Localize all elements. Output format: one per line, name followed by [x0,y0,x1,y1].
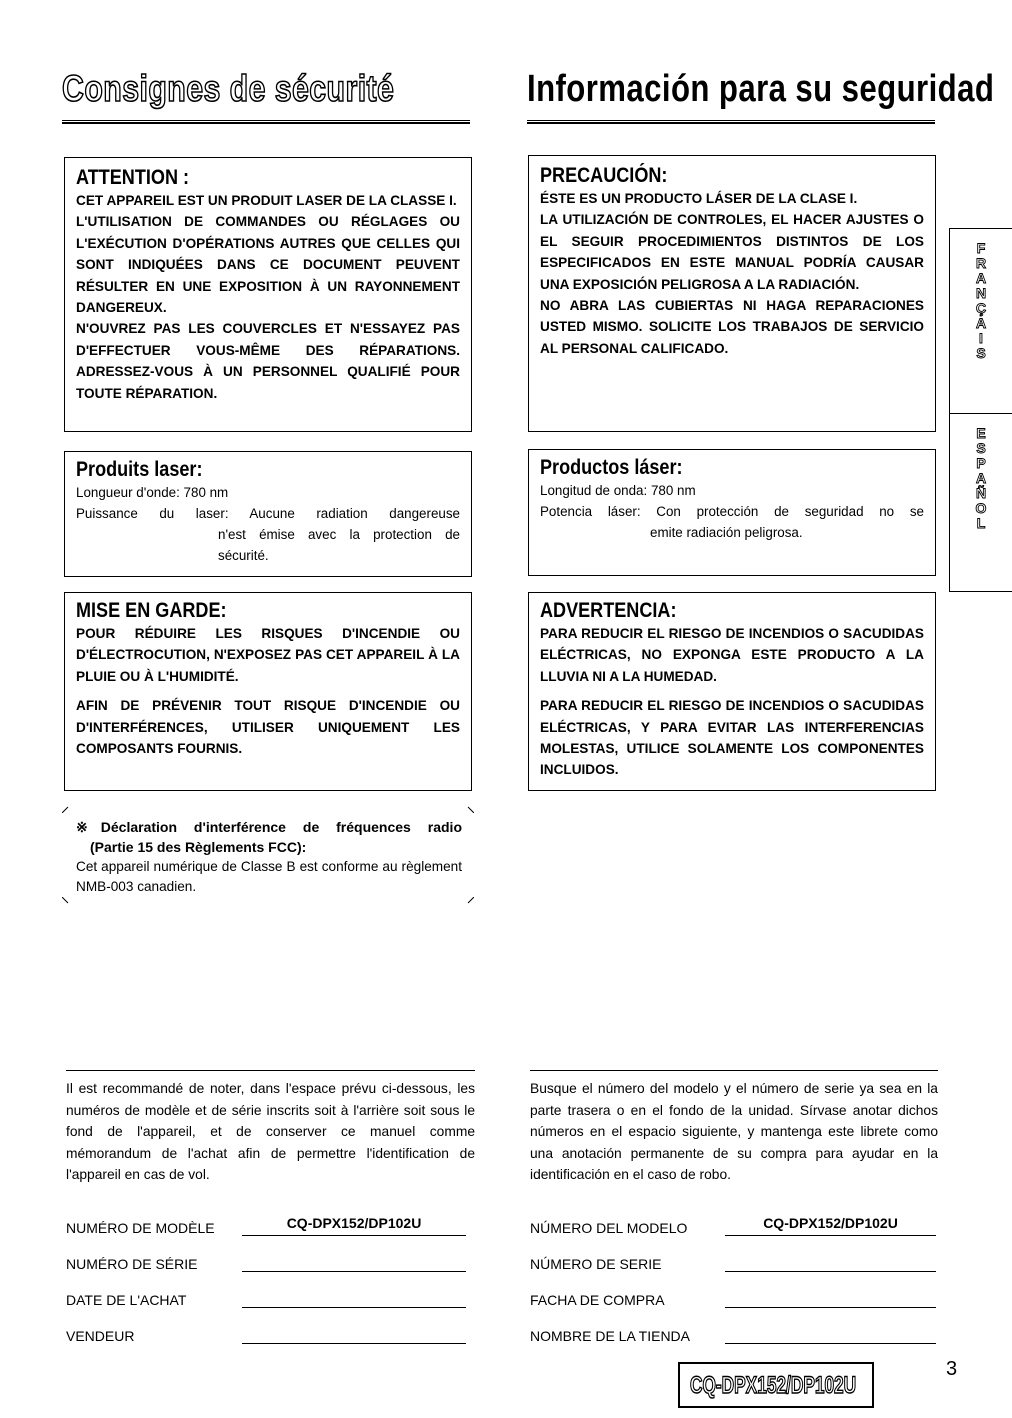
fr-page-title: Consignes de sécurité [62,68,395,109]
fr-record-rule [66,1070,475,1071]
fr-attention-box [64,157,472,432]
tab-espanol-letter: Ñ [975,485,987,501]
es-laser-heading: Productos láser: [540,456,683,479]
fr-fcc-title-2: (Partie 15 des Règlements FCC): [90,839,307,855]
fr-title-rule [62,120,470,124]
tab-francais-letter: N [975,285,987,301]
tab-francais-letter: A [975,270,987,286]
es-laser-box [528,449,936,576]
es-laser-power-cont: emite radiación peligrosa. [650,525,803,540]
fr-warning-box [64,592,472,791]
es-precaucion-box [528,155,936,432]
fr-laser-wavelength: Longueur d'onde: 780 nm [76,485,229,500]
fr-date-row [66,1272,466,1308]
es-serial-label: NÚMERO DE SERIE [530,1256,662,1272]
fr-record-note: Il est recommandé de noter, dans l'espace prévu ci-dessous, les numéros de modèle et de série inscrits soit à l'arrière soit sous le fond de l'appareil, et de conserver ce manuel comme mémorandum de l'achat afin de permettre l'identification de l'appareil en cas de vol. [66,1081,475,1183]
tab-espanol-letter: O [975,500,987,516]
fr-model-label: NUMÉRO DE MODÈLE [66,1220,215,1236]
fr-warning-text-1: POUR RÉDUIRE LES RISQUES D'INCENDIE OU D'ÉLECTROCUTION, N'EXPOSEZ PAS CET APPAREIL À LA PLUIE OU À L'HUMIDITÉ. [76,626,460,684]
es-record-form [530,1200,936,1344]
es-record-rule [530,1070,938,1071]
fr-attention-text-1: CET APPAREIL EST UN PRODUIT LASER DE LA CLASSE I. [76,193,457,208]
tab-francais-letter: F [976,240,986,256]
tab-francais-letter: S [976,345,986,361]
fr-fcc-note [62,805,474,905]
tab-espanol-label [950,426,1012,531]
fr-serial-field[interactable] [242,1251,466,1272]
fr-dealer-field[interactable] [242,1323,466,1344]
tab-espanol[interactable] [949,414,1012,592]
es-date-field[interactable] [725,1287,936,1308]
tab-francais-label [950,241,1012,361]
es-precaucion-heading: PRECAUCIÓN: [540,164,668,187]
tab-espanol-letter: P [976,455,986,471]
tab-francais-letter: R [975,255,987,271]
es-precaucion-text-3: NO ABRA LAS CUBIERTAS NI HAGA REPARACIONES USTED MISMO. SOLICITE LOS TRABAJOS DE SERVICIO AL PERSONAL CALIFICADO. [540,298,924,356]
fr-serial-row [66,1236,466,1272]
es-record-note: Busque el número del modelo y el número de serie ya sea en la parte trasera o en el fondo de la unidad. Sírvase anotar dichos números en el espacio siguiente, y mantenga este librete como una anotación permanente de su compra para ayudar en la identificación en el caso de robo. [530,1081,938,1183]
es-warning-heading: ADVERTENCIA: [540,599,677,622]
es-date-row [530,1272,936,1308]
es-precaucion-text-2: LA UTILIZACIÓN DE CONTROLES, EL HACER AJUSTES O EL SEGUIR PROCEDIMIENTOS DISTINTOS DE LOS ESPECIFICADOS EN ESTE MANUAL PODRÍA CAUSAR UNA EXPOSICIÓN PELIGROSA A LA RADIACIÓN. [540,212,924,292]
tab-francais[interactable] [949,228,1012,414]
es-dealer-field[interactable] [725,1323,936,1344]
tab-francais-letter: I [979,330,983,346]
fr-laser-power: Puissance du laser: Aucune radiation dangereuse [76,506,460,521]
es-precaucion-text-1: ÉSTE ES UN PRODUCTO LÁSER DE LA CLASE I. [540,191,858,206]
es-title-rule [527,120,935,124]
es-page-title: Información para su seguridad [527,68,995,110]
es-model-label: NÚMERO DEL MODELO [530,1220,688,1236]
es-date-label: FACHA DE COMPRA [530,1292,665,1308]
fr-laser-box [64,451,472,577]
fr-warning-text-2: AFIN DE PRÉVENIR TOUT RISQUE D'INCENDIE OU D'INTERFÉRENCES, UTILISER UNIQUEMENT LES COMPOSANTS FOURNIS. [76,698,460,757]
footer-model: CQ-DPX152/DP102U [690,1372,857,1399]
es-laser-wavelength: Longitud de onda: 780 nm [540,483,696,498]
tab-espanol-letter: S [976,440,986,456]
tab-francais-letter: Ç [975,300,987,316]
es-dealer-label: NOMBRE DE LA TIENDA [530,1328,691,1344]
es-dealer-row [530,1308,936,1344]
footer-model-box [678,1362,874,1408]
es-warning-text-2: PARA REDUCIR EL RIESGO DE INCENDIOS O SACUDIDAS ELÉCTRICAS, Y PARA EVITAR LAS INTERFERENCIAS MOLESTAS, UTILICE SOLAMENTE LOS COMPONENTES INCLUIDOS. [540,698,924,778]
fr-warning-heading: MISE EN GARDE: [76,599,227,622]
es-model-row [530,1200,936,1236]
fr-attention-text-2: L'UTILISATION DE COMMANDES OU RÉGLAGES OU L'EXÉCUTION D'OPÉRATIONS AUTRES QUE CELLES QUI SONT INDIQUÉES DANS CE DOCUMENT PEUVENT RÉSULTER EN UNE EXPOSITION À UN RAYONNEMENT DANGEREUX. [76,214,460,316]
fr-attention-heading: ATTENTION : [76,166,190,189]
tab-francais-letter: A [975,315,987,331]
fr-laser-power-cont: n'est émise avec la protection de sécurité. [218,527,460,563]
fr-model-value: CQ-DPX152/DP102U [242,1215,466,1236]
fr-date-field[interactable] [242,1287,466,1308]
fr-model-row [66,1200,466,1236]
fr-dealer-label: VENDEUR [66,1328,135,1344]
es-model-value: CQ-DPX152/DP102U [725,1215,936,1236]
fr-record-form [66,1200,466,1344]
page-number: 3 [946,1358,958,1380]
tab-espanol-letter: E [976,425,986,441]
fr-fcc-title: ※Déclaration d'interférence de fréquences radio [76,819,462,835]
es-warning-box [528,592,936,791]
es-laser-power: Potencia láser: Con protección de seguridad no se [540,504,924,519]
fr-attention-text-3: N'OUVREZ PAS LES COUVERCLES ET N'ESSAYEZ PAS D'EFFECTUER VOUS-MÊME DES RÉPARATIONS. ADRESSEZ-VOUS À UN PERSONNEL QUALIFIÉ POUR TOUTE RÉPARATION. [76,321,460,401]
fr-date-label: DATE DE L'ACHAT [66,1292,187,1308]
tab-espanol-letter: L [976,515,986,531]
tab-espanol-letter: A [975,470,987,486]
fr-serial-label: NUMÉRO DE SÉRIE [66,1256,198,1272]
es-warning-text-1: PARA REDUCIR EL RIESGO DE INCENDIOS O SACUDIDAS ELÉCTRICAS, NO EXPONGA ESTE PRODUCTO A LA LLUVIA NI A LA HUMEDAD. [540,626,924,684]
fr-fcc-text: Cet appareil numérique de Classe B est conforme au règlement NMB-003 canadien. [76,859,462,894]
fr-dealer-row [66,1308,466,1344]
es-serial-row [530,1236,936,1272]
fr-laser-heading: Produits laser: [76,458,203,481]
es-serial-field[interactable] [725,1251,936,1272]
